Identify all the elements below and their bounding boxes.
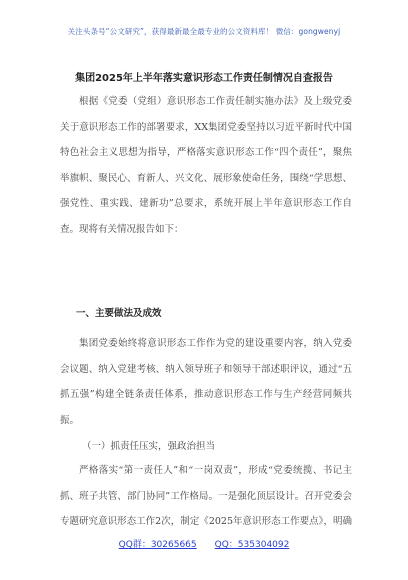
intro-paragraph: 根据《党委（党组）意识形态工作责任制实施办法》及上级党委关于意识形态工作的部署要求，XX集团党委坚持以习近平新时代中国特色社会主义思想为指导，严格落实意识形态工作“四个责任”，聚焦举旗帜、聚民心、育新人、兴文化、展形象使命任务，围绕“学思想、强党性、重实践、建新功”总要求，系统开展上半年意识形态工作自查。现将有关情况报告如下：: [60, 96, 352, 235]
footer-qq-group[interactable]: QQ群：30265665: [118, 540, 197, 550]
section-heading-1: 一、主要做法及成效: [76, 308, 162, 319]
header-banner: 关注头条号“公文研究”，获得最新最全最专业的公文资料库！ 微信：gongwenyj: [67, 27, 341, 36]
section-1-paragraph: 集团党委始终将意识形态工作作为党的建设重要内容，纳入党委会议题、纳入党建考核、纳入领导班子和领导干部述职评议，通过“五抓五强”构建全链条责任体系，推动意识形态工作与生产经营同频共振。: [60, 338, 352, 426]
document-title: 集团2025年上半年落实意识形态工作责任制情况自查报告: [75, 73, 333, 84]
subsection-1-paragraph: 严格落实“第一责任人”和“一岗双责”，形成“党委统揽、书记主抓、班子共管、部门协同”工作格局。一是强化顶层设计。召开党委会专题研究意识形态工作2次，制定《2025年意识形态工作要点》，明确: [60, 465, 352, 527]
footer-qq[interactable]: QQ：535304092: [214, 540, 290, 550]
footer-contact: [0, 537, 408, 550]
subsection-heading-1: （一）抓责任压实，强政治担当: [82, 441, 216, 452]
